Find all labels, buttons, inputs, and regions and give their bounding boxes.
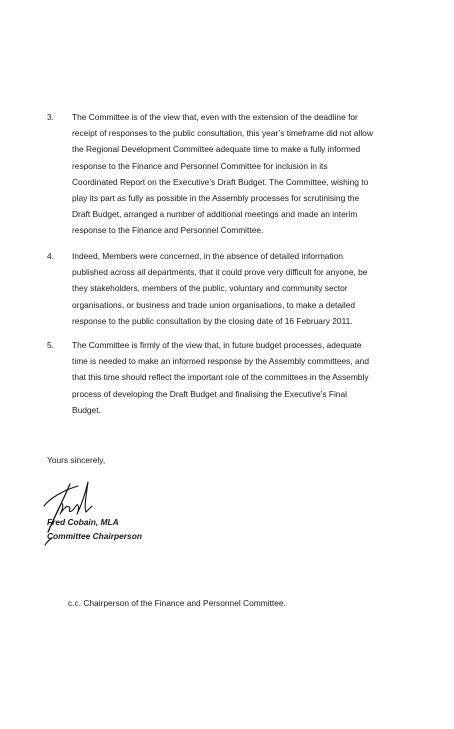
text-line: process of developing the Draft Budget and finalising the Executive’s Final	[72, 388, 347, 399]
text-line: time is needed to make an informed response by the Assembly committees, and	[72, 356, 369, 367]
text-line: published across all departments, that it could prove very difficult for anyone, be	[72, 267, 368, 278]
signer-name: Fred Cobain, MLA	[47, 517, 119, 527]
text-line: the Regional Development Committee adequate time to make a fully informed	[72, 144, 361, 155]
paragraph-number: 4.	[47, 251, 54, 261]
paragraph-number: 5.	[47, 340, 54, 350]
text-line: Draft Budget, arranged a number of additional meetings and made an interim	[72, 209, 358, 220]
paragraph-3	[47, 109, 432, 239]
paragraph-text	[72, 337, 432, 418]
paragraph-number: 3.	[47, 112, 54, 122]
text-line: that this time should reflect the important role of the committees in the Assembly	[72, 372, 369, 383]
text-line: play its part as fully as possible in the Assembly processes for scrutinising the	[72, 193, 360, 204]
closing-salutation: Yours sincerely,	[47, 455, 106, 465]
text-line: The Committee is firmly of the view that, in future budget processes, adequate	[72, 340, 362, 350]
cc-line: c.c. Chairperson of the Finance and Personnel Committee.	[68, 598, 286, 608]
text-line: they stakeholders, members of the public, voluntary and community sector	[72, 283, 348, 294]
text-line: organisations, or business and trade union organisations, to make a detailed	[72, 299, 356, 310]
text-line: The Committee is of the view that, even with the extension of the deadline for	[72, 112, 358, 122]
paragraph-text	[72, 109, 432, 239]
text-line: Coordinated Report on the Executive’s Draft Budget. The Committee, wishing to	[72, 176, 369, 187]
paragraph-4	[47, 248, 432, 329]
text-line: response to the Finance and Personnel Committee.	[72, 225, 264, 236]
text-line: Budget.	[72, 404, 101, 415]
text-line: response to the Finance and Personnel Committee for inclusion in its	[72, 160, 328, 171]
signer-title: Committee Chairperson	[47, 531, 142, 541]
paragraph-5	[47, 337, 432, 418]
text-line: receipt of responses to the public consultation, this year’s timeframe did not allow	[72, 128, 373, 139]
paragraph-text	[72, 248, 432, 329]
text-line: Indeed, Members were concerned, in the absence of detailed information	[72, 251, 343, 261]
text-line: response to the public consultation by the closing date of 16 February 2011.	[72, 315, 353, 326]
